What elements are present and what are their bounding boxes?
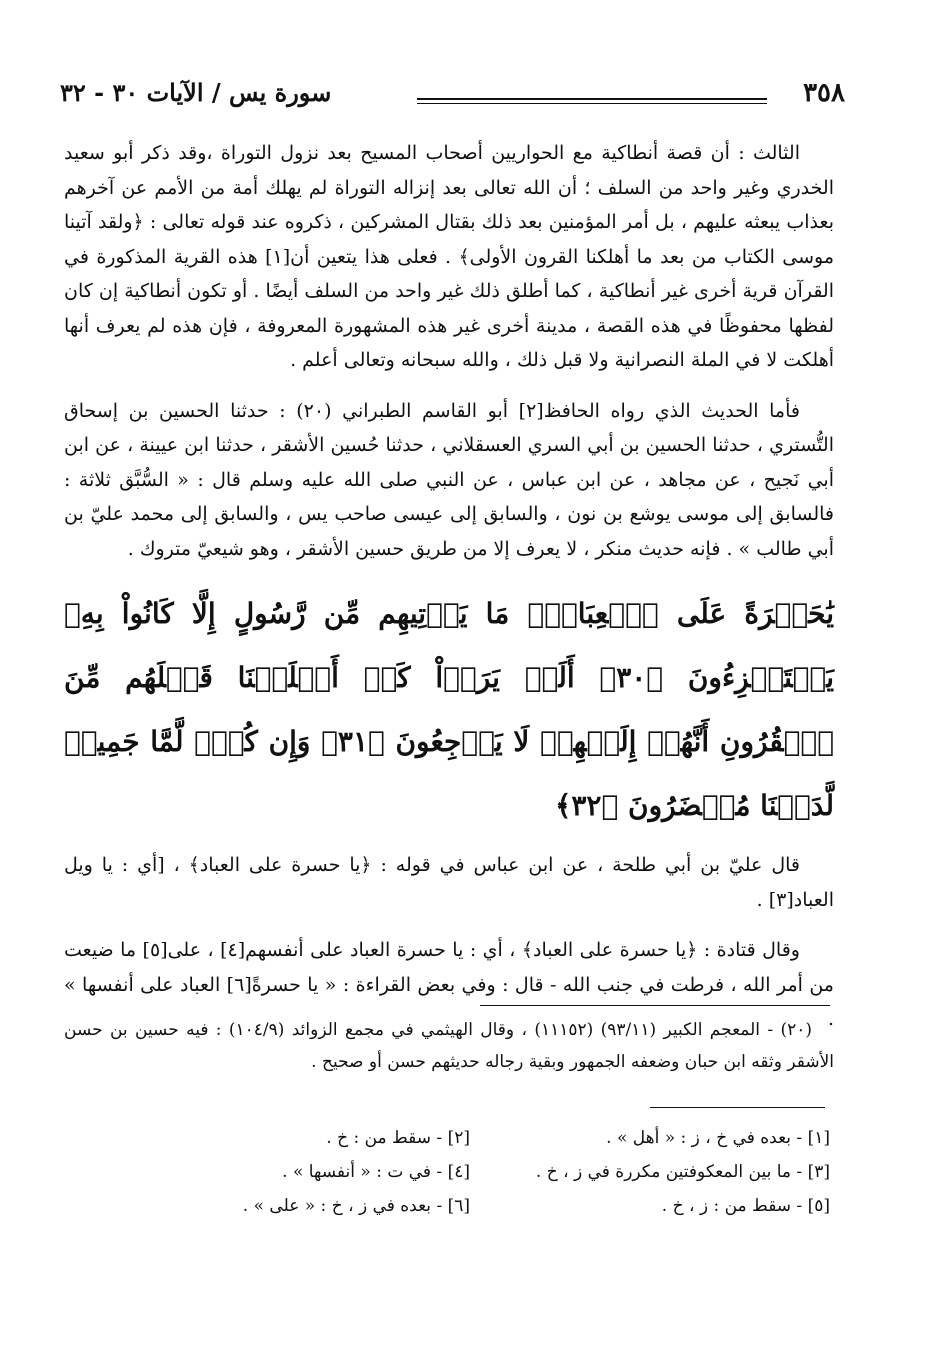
- header-rule: [417, 98, 767, 100]
- footnote-20: (٢٠) - المعجم الكبير (٩٣/١١) (١١١٥٢) ، وقال الهيثمي في مجمع الزوائد (١٠٤/٩) : فيه حسين بن حسن الأشقر وثقه ابن حبان وضعفه الجمهور وبقية رجاله حديثهم حسن أو صحيح .: [64, 1020, 834, 1072]
- quran-verses: يَٰحَسۡرَةً عَلَى ٱلۡعِبَادِۚ مَا يَأۡتِيهِم مِّن رَّسُولٍ إِلَّا كَانُواْ بِهِۦ يَسۡتَهۡزِءُونَ ﴿٣٠﴾ أَلَمۡ يَرَوۡاْ كَمۡ أَهۡلَكۡنَا قَبۡلَهُم مِّنَ ٱلۡقُرُونِ أَنَّهُمۡ إِلَيۡهِمۡ لَا يَرۡجِعُونَ ﴿٣١﴾ وَإِن كُلّٞ لَّمَّا جَمِيعٞ لَّدَيۡنَا مُحۡضَرُونَ ﴿٣٢﴾: [64, 597, 835, 822]
- footnote-separator: [480, 1005, 830, 1006]
- note-5: [٥] - سقط من : ز ، خ .: [661, 1196, 830, 1216]
- note-6: [٦] - بعده في ز ، خ : « على » .: [242, 1196, 470, 1216]
- note-4: [٤] - في ت : « أنفسها » .: [282, 1162, 470, 1182]
- paragraph-4: وقال قتادة : ﴿يا حسرة على العباد﴾ ، أي : يا حسرة العباد على أنفسهم[٤] ، على[٥] ما ضيعت من أمر الله ، فرطت في جنب الله - قال : وفي بعض القراءة : « يا حسرةً[٦] العباد على أنفسها » .: [64, 939, 834, 1030]
- note-3: [٣] - ما بين المعكوفتين مكررة في ز ، خ .: [535, 1162, 830, 1182]
- page-number: ٣٥٨: [803, 78, 845, 108]
- paragraph-1: الثالث : أن قصة أنطاكية مع الحواريين أصحاب المسيح بعد نزول التوراة ،وقد ذكر أبو سعيد الخدري وغير واحد من السلف ؛ أن الله تعالى بعد إنزاله التوراة لم يهلك أمة من الأمم عن آخرهم بعذاب يبعثه عليهم ، بل أمر المؤمنين بعد ذلك بقتال المشركين ، ذكروه عند قوله تعالى : ﴿ولقد آتينا موسى الكتاب من بعد ما أهلكنا القرون الأولى﴾ . فعلى هذا يتعين أن[١] هذه القرية المذكورة في القرآن قرية أخرى غير أنطاكية ، كما أطلق ذلك غير واحد من السلف أيضًا . أو تكون أنطاكية إن كان لفظها محفوظًا في هذه القصة ، مدينة أخرى غير هذه المشهورة المعروفة ، فإن هذه لم يعرف أنها أهلكت لا في الملة النصرانية ولا قبل ذلك ، والله سبحانه وتعالى أعلم .: [64, 142, 834, 371]
- notes-separator: [650, 1107, 825, 1108]
- surah-title: سورة يس / الآيات ٣٠ - ٣٢: [60, 78, 332, 107]
- note-2: [٢] - سقط من : خ .: [326, 1128, 470, 1148]
- paragraph-2: فأما الحديث الذي رواه الحافظ[٢] أبو القاسم الطبراني (٢٠) : حدثنا الحسين بن إسحاق التُّستري ، حدثنا الحسين بن أبي السري العسقلاني ، حدثنا حُسين الأشقر ، حدثنا ابن عيينة ، عن ابن أبي نَجيح ، عن مجاهد ، عن ابن عباس ، عن النبي صلى الله عليه وسلم قال : « السُّبَّق ثلاثة : فالسابق إلى موسى يوشع بن نون ، والسابق إلى عيسى صاحب يس ، والسابق إلى محمد عليّ بن أبي طالب » . فإنه حديث منكر ، لا يعرف إلا من طريق حسين الأشقر ، وهو شيعيّ متروك .: [64, 399, 834, 560]
- main-text: [64, 136, 834, 1053]
- paragraph-3: قال عليّ بن أبي طلحة ، عن ابن عباس في قوله : ﴿يا حسرة على العباد﴾ ، [أي : يا ويل العباد[٣] .: [64, 854, 834, 911]
- note-1: [١] - بعده في خ ، ز : « أهل » .: [606, 1128, 830, 1148]
- page-header: [60, 78, 845, 118]
- editorial-notes: [110, 1125, 830, 1219]
